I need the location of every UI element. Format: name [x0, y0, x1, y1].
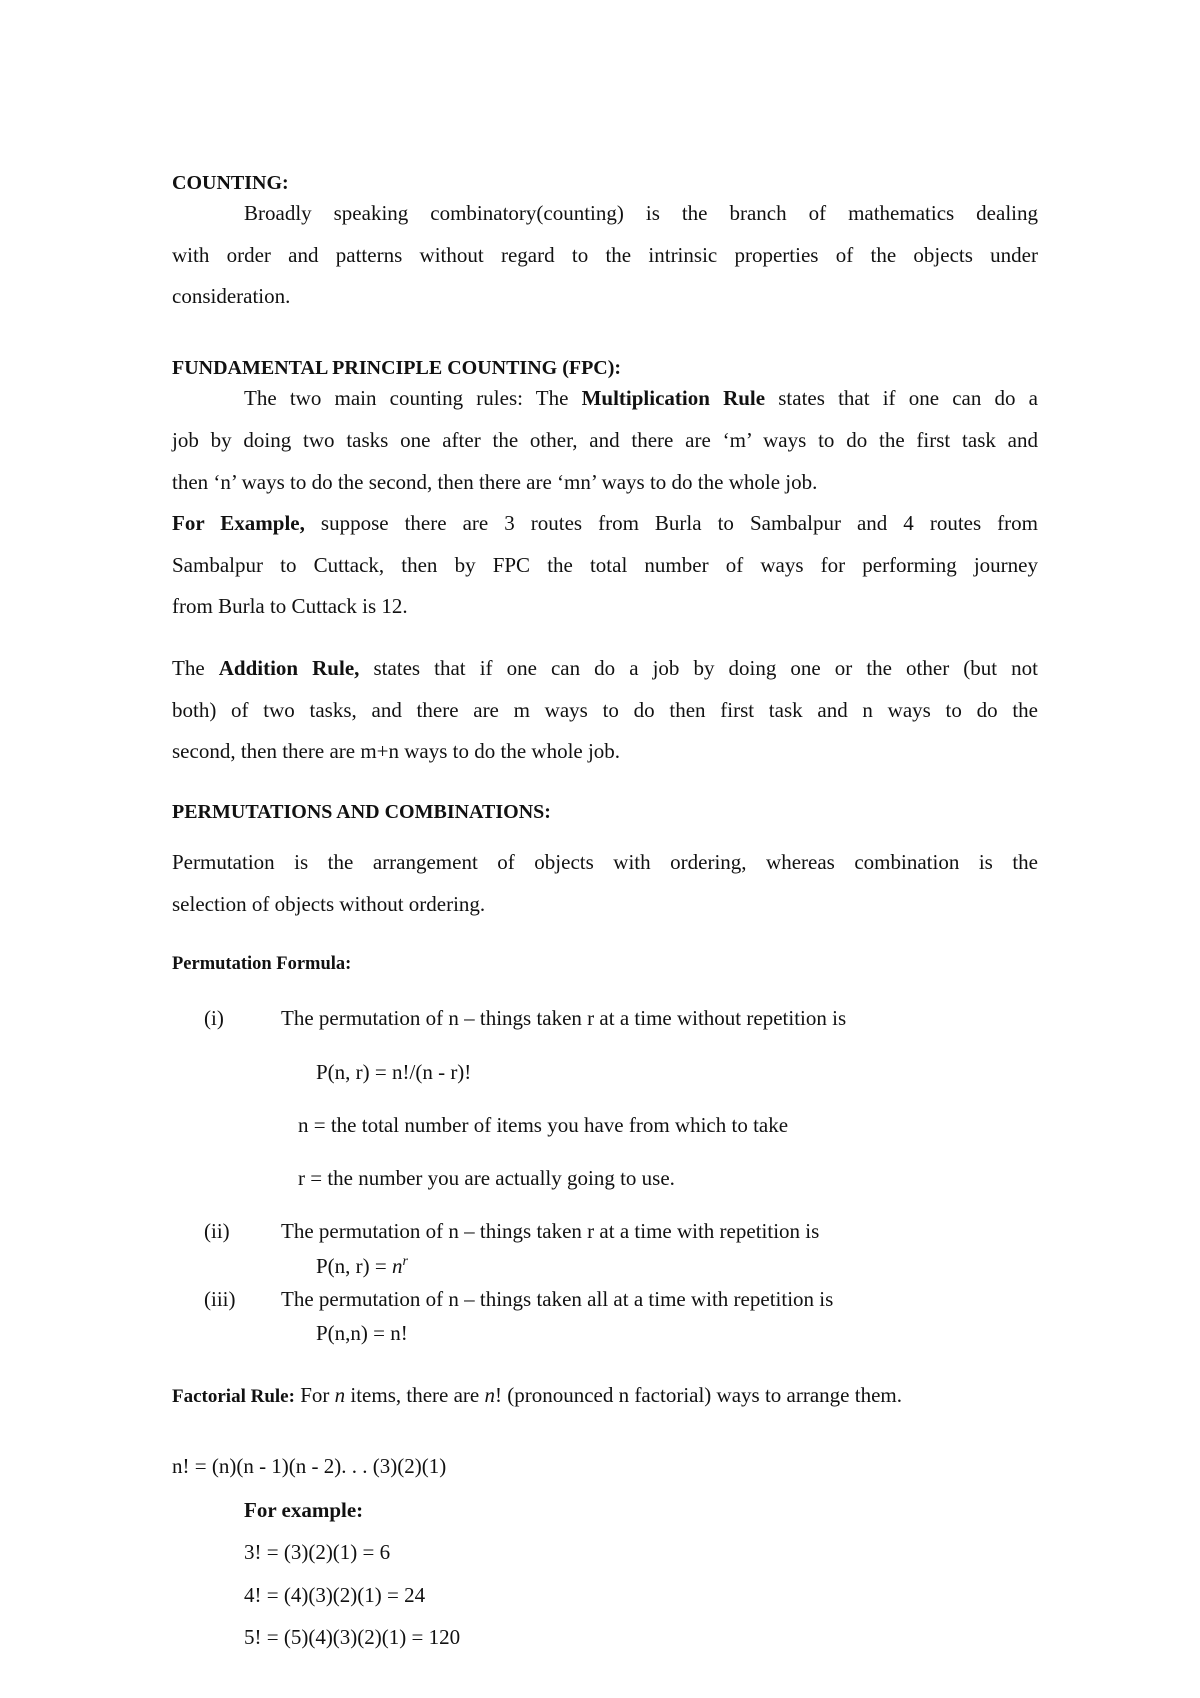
factorial-formula: n! = (n)(n - 1)(n - 2). . . (3)(2)(1)	[172, 1454, 447, 1478]
item-iii-text: The permutation of n – things taken all at a time with repetition is	[281, 1287, 834, 1311]
factorial-example-1: 3! = (3)(2)(1) = 6	[244, 1540, 391, 1564]
item-iii-number: (iii)	[204, 1287, 236, 1311]
factorial-example-2: 4! = (4)(3)(2)(1) = 24	[244, 1583, 426, 1607]
for-example-label: For Example,	[172, 511, 305, 535]
item-i-number: (i)	[204, 1006, 224, 1030]
factorial-example-heading: For example:	[244, 1498, 364, 1522]
factorial-rule-post: ! (pronounced n factorial) ways to arrange them.	[494, 1383, 902, 1407]
perm-comb-line-1: Permutation is the arrangement of objects with ordering, whereas combination is the	[172, 850, 1038, 874]
factorial-rule-label: Factorial Rule:	[172, 1386, 295, 1407]
fpc-line-1-post: states that if one can do a	[765, 386, 1038, 410]
factorial-rule-n: n	[334, 1383, 346, 1407]
multiplication-rule-label: Multiplication Rule	[581, 386, 766, 410]
item-i-definition-r: r = the number you are actually going to use.	[298, 1166, 675, 1190]
addition-rule-line-1	[172, 658, 1038, 679]
permutation-formula-heading: Permutation Formula:	[172, 954, 352, 974]
counting-paragraph-line-1	[244, 203, 1038, 224]
factorial-rule-nfact: n	[484, 1383, 495, 1407]
fpc-line-2: job by doing two tasks one after the other, and there are ‘m’ ways to do the first task and	[172, 428, 1038, 452]
item-ii-formula	[316, 1256, 408, 1277]
fpc-line-3: then ‘n’ ways to do the second, then there are ‘mn’ ways to do the whole job.	[172, 470, 818, 494]
fpc-heading: FUNDAMENTAL PRINCIPLE COUNTING (FPC):	[172, 357, 622, 379]
counting-line-1-text: Broadly speaking combinatory(counting) is the branch of mathematics dealing	[244, 201, 1038, 225]
item-ii-number: (ii)	[204, 1219, 230, 1243]
addition-rule-line-1-text: states that if one can do a job by doing one or the other (but not	[359, 656, 1038, 680]
addition-rule-line-3: second, then there are m+n ways to do the whole job.	[172, 739, 621, 763]
fpc-example-line-2: Sambalpur to Cuttack, then by FPC the total number of ways for performing journey	[172, 553, 1038, 577]
counting-heading: COUNTING:	[172, 172, 289, 194]
item-ii-formula-base: n	[392, 1254, 403, 1278]
item-ii-formula-exponent: r	[402, 1254, 408, 1269]
item-ii-text: The permutation of n – things taken r at a time with repetition is	[281, 1219, 820, 1243]
item-ii-formula-pre: P(n, r) =	[316, 1254, 393, 1278]
item-i-formula: P(n, r) = n!/(n - r)!	[316, 1060, 472, 1084]
factorial-rule-line	[172, 1385, 902, 1406]
perm-comb-line-2: selection of objects without ordering.	[172, 892, 486, 916]
addition-rule-label: Addition Rule,	[218, 656, 360, 680]
fpc-example-line-1-text: suppose there are 3 routes from Burla to Sambalpur and 4 routes from	[304, 511, 1038, 535]
factorial-example-3: 5! = (5)(4)(3)(2)(1) = 120	[244, 1625, 461, 1649]
fpc-line-1	[244, 388, 1038, 409]
counting-paragraph-line-3: consideration.	[172, 284, 291, 308]
fpc-example-line-3: from Burla to Cuttack is 12.	[172, 594, 408, 618]
fpc-line-1-pre: The two main counting rules: The	[244, 386, 582, 410]
item-iii-formula: P(n,n) = n!	[316, 1321, 408, 1345]
item-i-text: The permutation of n – things taken r at a time without repetition is	[281, 1006, 847, 1030]
addition-rule-pre: The	[172, 656, 219, 680]
fpc-example-line-1	[172, 513, 1038, 534]
item-i-definition-n: n = the total number of items you have from which to take	[298, 1113, 789, 1137]
factorial-rule-mid: items, there are	[345, 1383, 485, 1407]
perm-comb-heading: PERMUTATIONS AND COMBINATIONS:	[172, 801, 551, 823]
addition-rule-line-2: both) of two tasks, and there are m ways to do then first task and n ways to do the	[172, 698, 1038, 722]
counting-paragraph-line-2: with order and patterns without regard to the intrinsic properties of the objects under	[172, 243, 1038, 267]
factorial-rule-pre: For	[294, 1383, 335, 1407]
